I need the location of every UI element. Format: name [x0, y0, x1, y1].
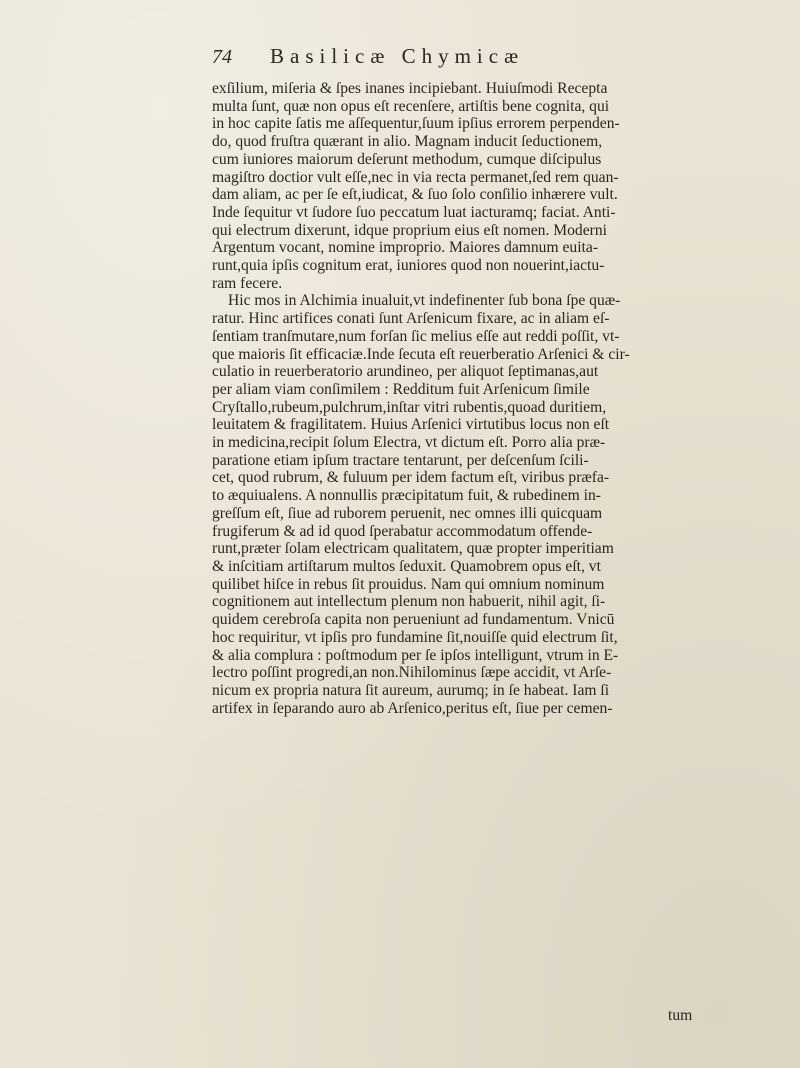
- paragraph-2: [212, 292, 762, 717]
- text-line: magiſtro doctior vult eſſe,nec in via recta permanet,ſed rem quan-: [212, 168, 619, 186]
- text-line: leuitatem & fragilitatem. Huius Arſenici virtutibus locus non eſt: [212, 416, 610, 434]
- text-line: Inde ſequitur vt ſudore ſuo peccatum luat iacturamq; faciat. Anti-: [212, 203, 616, 221]
- text-line: quilibet hiſce in rebus ſit prouidus. Nam qui omnium nominum: [212, 575, 605, 593]
- running-title: Basilicæ Chymicæ: [270, 44, 525, 68]
- text-line: runt,quia ipſis cognitum erat, iuniores quod non nouerint,iactu-: [212, 257, 605, 275]
- text-line: in hoc capite ſatis me aſſequentur,ſuum ipſius errorem perpenden-: [212, 115, 620, 133]
- text-line: nicum ex propria natura ſit aureum, aurumq; in ſe habeat. Iam ſi: [212, 681, 610, 699]
- text-line: paratione etiam ipſum tractare tentarunt, per deſcenſum ſcili-: [212, 451, 589, 469]
- page-number: 74: [212, 46, 232, 68]
- text-line: multa ſunt, quæ non opus eſt recenſere, artiſtis bene cognita, qui: [212, 97, 610, 115]
- text-line: Argentum vocant, nomine improprio. Maiores damnum euita-: [212, 239, 599, 257]
- text-line: runt,præter ſolam electricam qualitatem, quæ propter imperitiam: [212, 540, 614, 558]
- text-line: & alia complura : poſtmodum per ſe ipſos intelligunt, vtrum in E-: [212, 646, 619, 664]
- text-line: quidem cerebroſa capita non perueniunt ad fundamentum. Vnicū: [212, 611, 615, 629]
- text-line: cum iuniores maiorum deſerunt methodum, cumque diſcipulus: [212, 150, 602, 168]
- text-line: exſilium, miſeria & ſpes inanes incipiebant. Huiuſmodi Recepta: [212, 80, 608, 97]
- paragraph-1: [212, 80, 762, 292]
- text-line: do, quod fruſtra quærant in alio. Magnam inducit ſeductionem,: [212, 133, 603, 151]
- text-line: to æquiualens. A nonnullis præcipitatum fuit, & rubedinem in-: [212, 487, 601, 505]
- body-text: [212, 80, 762, 717]
- text-line: qui electrum dixerunt, idque proprium eius eſt nomen. Moderni: [212, 221, 607, 239]
- text-line: dam aliam, ac per ſe eſt,iudicat, & ſuo ſolo conſilio inhærere vult.: [212, 186, 618, 204]
- text-line: Cryſtallo,rubeum,pulchrum,inſtar vitri rubentis,quoad duritiem,: [212, 398, 607, 416]
- catchword: tum: [668, 1007, 693, 1024]
- page-header: [212, 44, 752, 74]
- text-line: & inſcitiam artiſtarum multos ſeduxit. Quamobrem opus eſt, vt: [212, 557, 601, 575]
- text-line: in medicina,recipit ſolum Electra, vt dictum eſt. Porro alia præ-: [212, 434, 606, 452]
- text-line: hoc requiritur, vt ipſis pro fundamine ſit,nouiſſe quid electrum ſit,: [212, 628, 618, 646]
- text-line: lectro poſſint progredi,an non.Nihilominus ſæpe accidit, vt Arſe-: [212, 664, 612, 682]
- text-line: frugiferum & ad id quod ſperabatur accommodatum offende-: [212, 522, 593, 540]
- text-line: culatio in reuerberatorio arundineo, per aliquot ſeptimanas,aut: [212, 363, 599, 381]
- text-line: ram fecere.: [212, 274, 283, 292]
- text-line: greſſum eſt, ſiue ad ruborem peruenit, nec omnes illi quicquam: [212, 504, 603, 522]
- text-line: artifex in ſeparando auro ab Arſenico,peritus eſt, ſiue per cemen-: [212, 699, 613, 717]
- text-line: per aliam viam conſimilem : Redditum fuit Arſenicum ſimile: [212, 380, 590, 398]
- text-line: cognitionem aut intellectum plenum non habuerit, nihil agit, ſi-: [212, 593, 606, 611]
- text-line: Hic mos in Alchimia inualuit,vt indefinenter ſub bona ſpe quæ-: [228, 292, 621, 310]
- text-line: ratur. Hinc artifices conati ſunt Arſenicum fixare, ac in aliam eſ-: [212, 310, 610, 328]
- text-line: ſentiam tranſmutare,num forſan ſic melius eſſe aut reddi poſſit, vt-: [212, 327, 620, 345]
- text-line: cet, quod rubrum, & fuluum per idem factum eſt, viribus præfa-: [212, 469, 610, 487]
- text-line: que maioris ſit efficaciæ.Inde ſecuta eſt reuerberatio Arſenici & cir-: [212, 345, 630, 363]
